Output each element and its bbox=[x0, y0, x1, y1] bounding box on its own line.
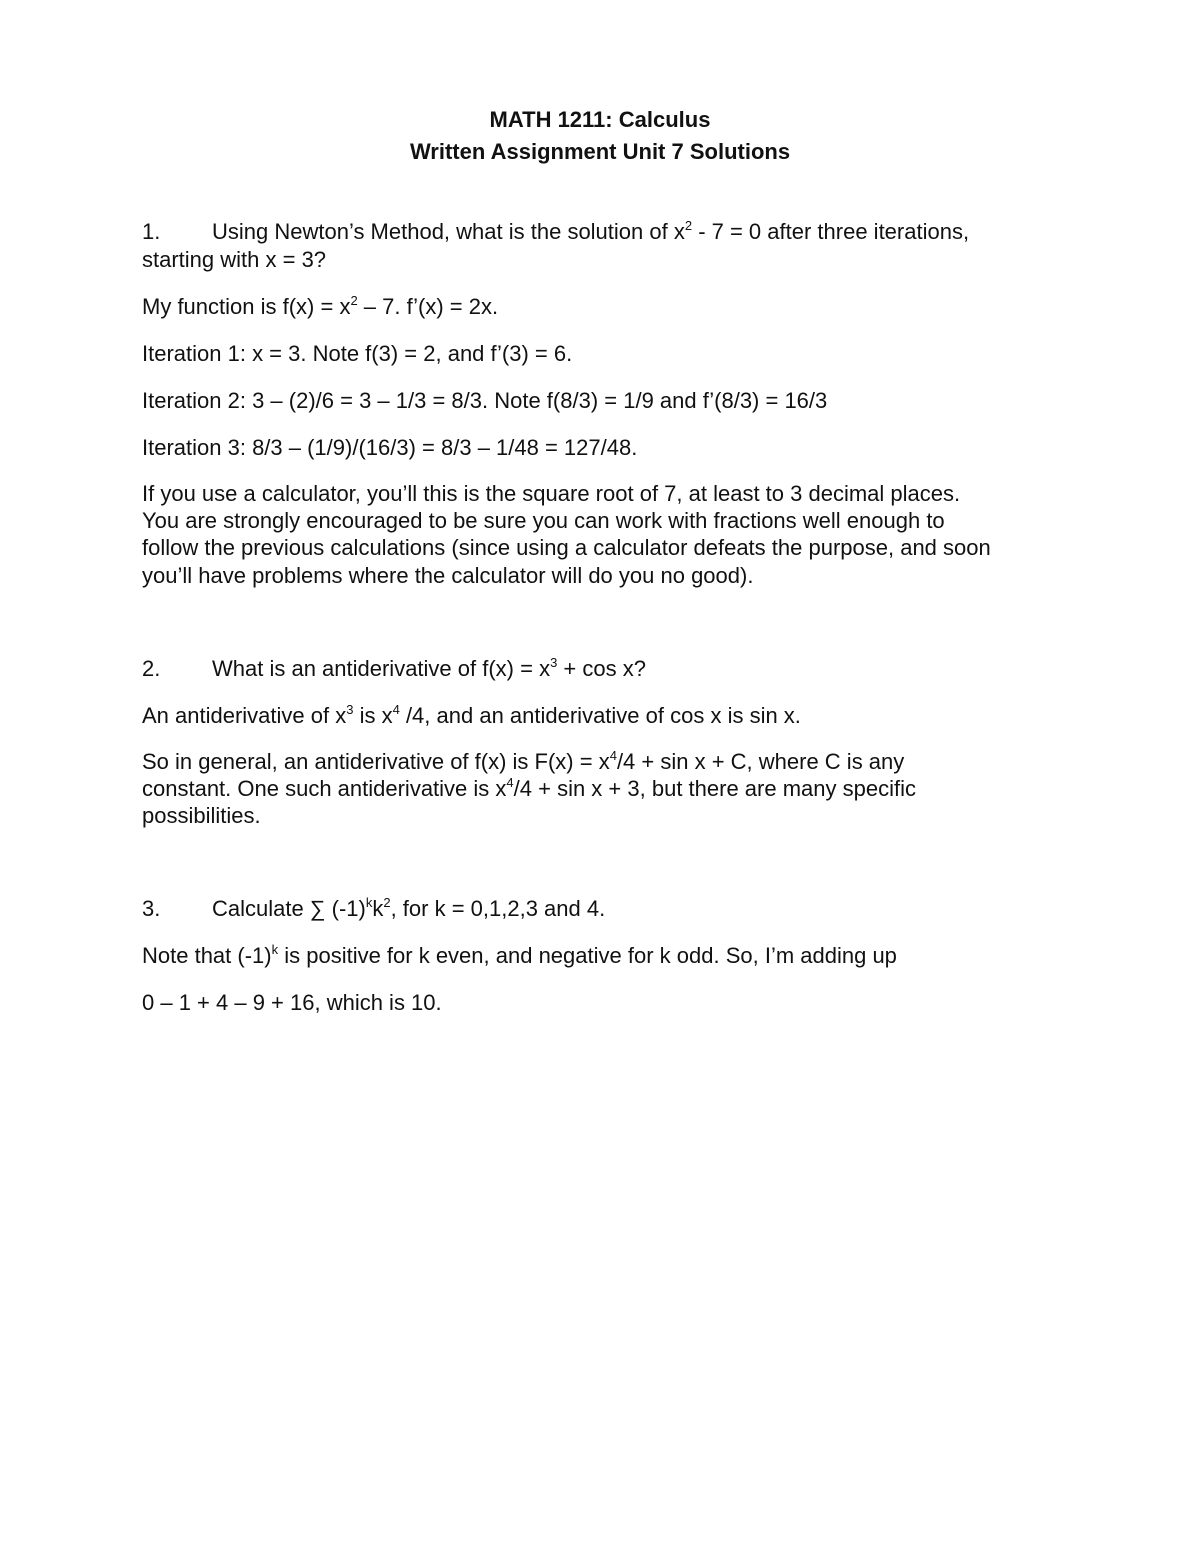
q2-general-line-3: possibilities. bbox=[142, 803, 261, 828]
q2-general-text-2-end: /4 + sin x + 3, but there are many specific bbox=[513, 776, 916, 801]
q2-answer-exponent-2: 4 bbox=[392, 702, 400, 717]
q1-question-continuation: starting with x = 3? bbox=[142, 247, 327, 272]
q3-question-text-end: , for k = 0,1,2,3 and 4. bbox=[390, 896, 606, 921]
q2-general-exponent-2: 4 bbox=[506, 775, 514, 790]
q1-note-line-3: follow the previous calculations (since using a calculator defeats the purpose, and soon bbox=[142, 535, 991, 560]
q1-function-text-end: – 7. f’(x) = 2x. bbox=[357, 294, 499, 319]
q3-sum-line: 0 – 1 + 4 – 9 + 16, which is 10. bbox=[142, 990, 442, 1015]
q1-question-exponent: 2 bbox=[684, 218, 693, 233]
q2-question-text-end: + cos x? bbox=[557, 656, 646, 681]
q2-general-exponent: 4 bbox=[609, 748, 617, 763]
q2-general-text-end: /4 + sin x + C, where C is any bbox=[616, 749, 905, 774]
q2-number: 2. bbox=[142, 656, 161, 681]
q1-question-line bbox=[142, 218, 969, 246]
q2-question-text: What is an antiderivative of f(x) = x bbox=[212, 656, 551, 681]
q2-general-text: So in general, an antiderivative of f(x) is F(x) = x bbox=[142, 749, 610, 774]
q1-iteration-2: Iteration 2: 3 – (2)/6 = 3 – 1/3 = 8/3. Note f(8/3) = 1/9 and f’(8/3) = 16/3 bbox=[142, 388, 828, 413]
q3-note-line bbox=[142, 942, 897, 970]
q2-answer-exponent-1: 3 bbox=[346, 702, 354, 717]
assignment-title: Written Assignment Unit 7 Solutions bbox=[409, 139, 791, 164]
q3-question-exponent-2: 2 bbox=[383, 895, 391, 910]
q1-note-line-2: You are strongly encouraged to be sure you can work with fractions well enough to bbox=[142, 508, 945, 533]
q2-question-exponent: 3 bbox=[550, 655, 558, 670]
q1-function-exponent: 2 bbox=[350, 293, 358, 308]
q2-answer-text: An antiderivative of x bbox=[142, 703, 347, 728]
q3-note-text: Note that (-1) bbox=[142, 943, 272, 968]
q2-answer-text-end: /4, and an antiderivative of cos x is sin x. bbox=[399, 703, 801, 728]
q3-note-exponent: k bbox=[271, 942, 279, 957]
q1-function-line bbox=[142, 293, 498, 321]
q3-number: 3. bbox=[142, 896, 161, 921]
q2-answer-text-mid: is x bbox=[353, 703, 393, 728]
q3-question-text: Calculate ∑ (-1) bbox=[212, 896, 366, 921]
q1-iteration-1: Iteration 1: x = 3. Note f(3) = 2, and f’(3) = 6. bbox=[142, 341, 573, 366]
q3-note-text-end: is positive for k even, and negative for k odd. So, I’m adding up bbox=[278, 943, 897, 968]
q1-iteration-3: Iteration 3: 8/3 – (1/9)/(16/3) = 8/3 – 1/48 = 127/48. bbox=[142, 435, 638, 460]
q1-question-text-end: - 7 = 0 after three iterations, bbox=[692, 219, 970, 244]
q2-answer-line bbox=[142, 702, 801, 730]
q2-general-text-2: constant. One such antiderivative is x bbox=[142, 776, 507, 801]
q2-general-line-2 bbox=[142, 775, 916, 803]
q1-question-text: Using Newton’s Method, what is the solution of x bbox=[212, 219, 685, 244]
q1-note-line-1: If you use a calculator, you’ll this is the square root of 7, at least to 3 decimal places. bbox=[142, 481, 961, 506]
q1-number: 1. bbox=[142, 219, 161, 244]
q1-note-line-4: you’ll have problems where the calculator will do you no good). bbox=[142, 563, 754, 588]
q3-question-line bbox=[142, 895, 605, 923]
q2-question-line bbox=[142, 655, 646, 683]
q3-question-exponent-k: k bbox=[365, 895, 373, 910]
course-title: MATH 1211: Calculus bbox=[489, 107, 711, 132]
q2-general-line-1 bbox=[142, 748, 904, 776]
q1-function-text: My function is f(x) = x bbox=[142, 294, 351, 319]
q3-question-text-k: k bbox=[372, 896, 384, 921]
